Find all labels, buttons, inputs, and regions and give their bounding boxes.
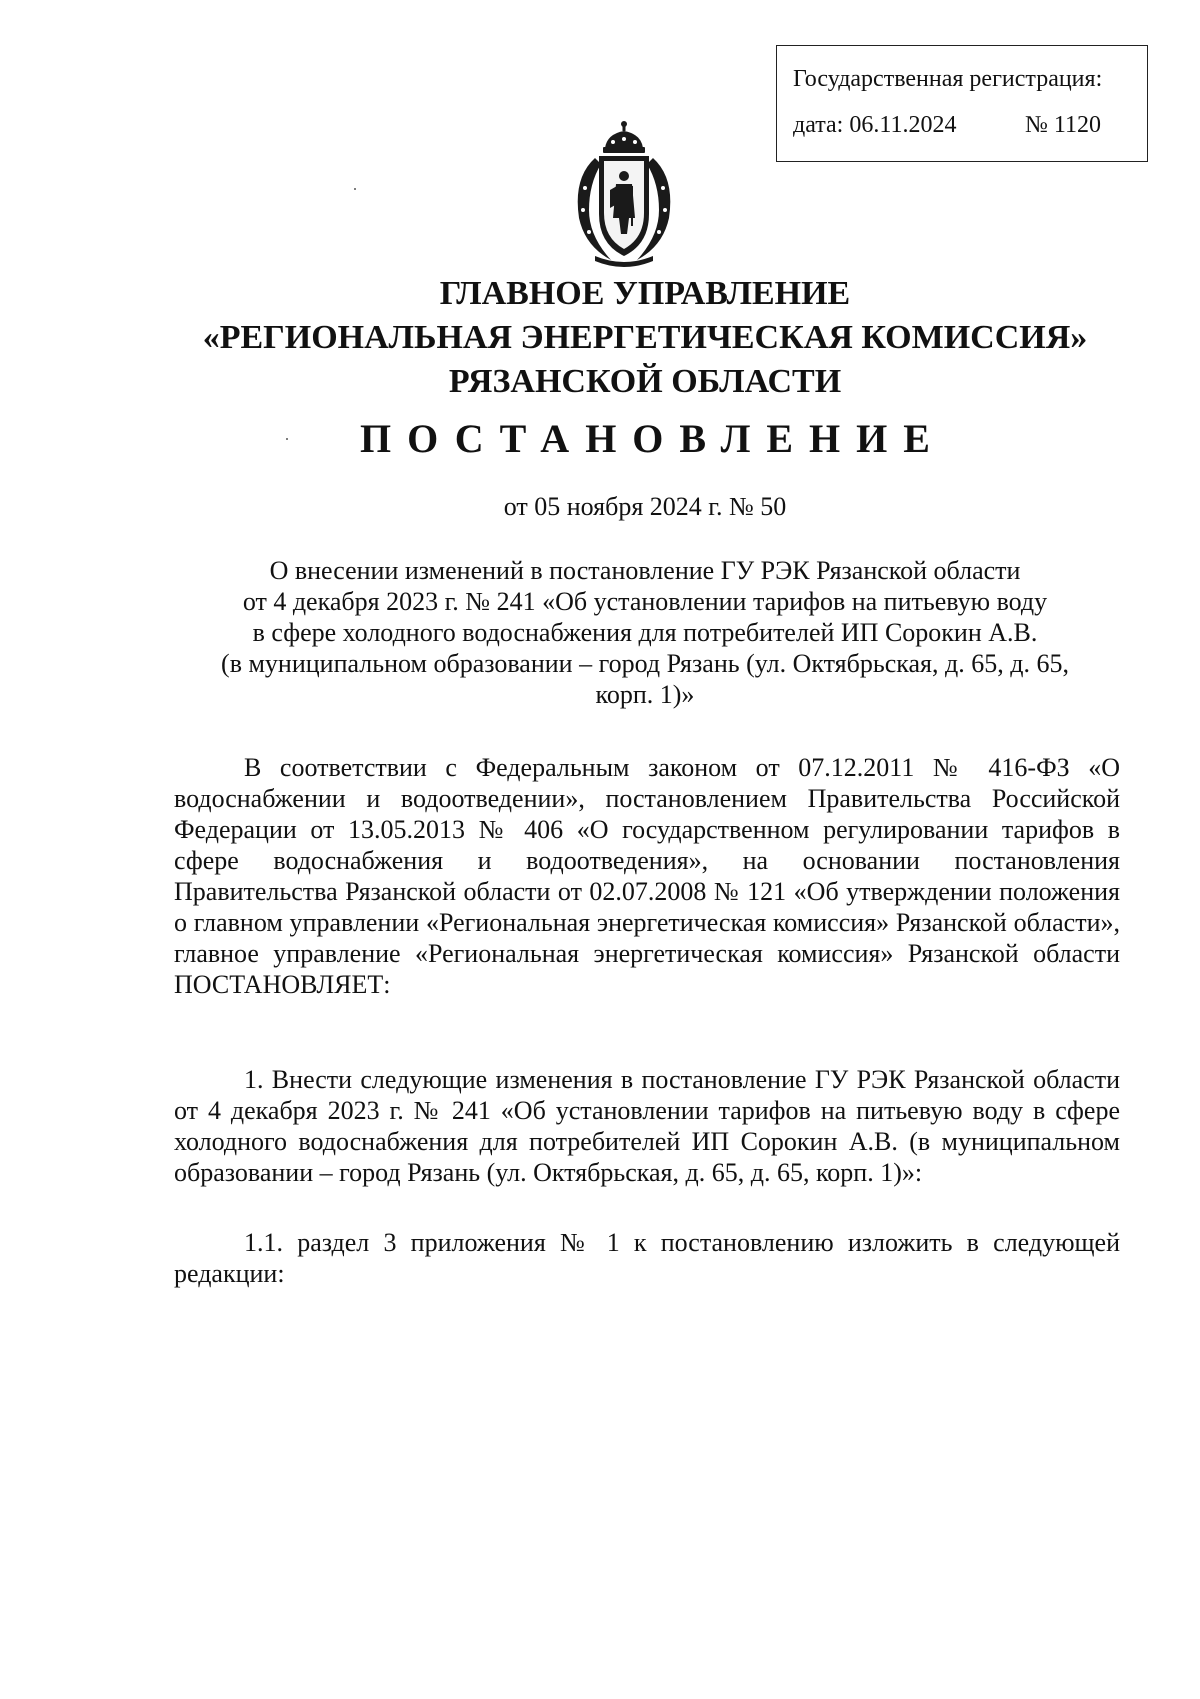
- item-1-1-block: [174, 1227, 1120, 1289]
- subject-line: корп. 1)»: [595, 680, 695, 709]
- subject-line: О внесении изменений в постановление ГУ РЭК Рязанской области: [269, 556, 1021, 585]
- scan-speck: [354, 188, 356, 190]
- registration-date: дата: 06.11.2024: [793, 112, 957, 138]
- document-type-heading: ПОСТАНОВЛЕНИЕ: [360, 416, 946, 461]
- subject-line: от 4 декабря 2023 г. № 241 «Об установлении тарифов на питьевую воду: [242, 587, 1048, 616]
- organization-name-line: ГЛАВНОЕ УПРАВЛЕНИЕ: [439, 275, 851, 312]
- preamble-paragraph: В соответствии с Федеральным законом от 07.12.2011 № 416-ФЗ «О водоснабжении и водоотведении», постановлением Правительства Российской Федерации от 13.05.2013 № 406 «О государственном регулировании тарифов в сфере водоснабжения и водоотведения», на основании постановления Правительства Рязанской области от 02.07.2008 № 121 «Об утверждении положения о главном управлении «Региональная энергетическая комиссия» Рязанской области», главное управление «Региональная энергетическая комиссия» Рязанской области ПОСТАНОВЛЯЕТ:: [174, 753, 1120, 999]
- document-date-number: от 05 ноября 2024 г. № 50: [503, 492, 787, 521]
- registration-title: Государственная регистрация:: [793, 66, 1103, 92]
- preamble-block: [174, 752, 1120, 1000]
- organization-name-line: РЯЗАНСКОЙ ОБЛАСТИ: [448, 363, 842, 400]
- registration-number: № 1120: [1025, 112, 1102, 138]
- scan-speck: [286, 438, 288, 440]
- registration-stamp-box: [776, 45, 1148, 162]
- item-1-1-paragraph: 1.1. раздел 3 приложения № 1 к постановлению изложить в следующей редакции:: [174, 1228, 1120, 1288]
- coat-of-arms-icon: [565, 118, 683, 268]
- subject-line: (в муниципальном образовании – город Рязань (ул. Октябрьская, д. 65, д. 65,: [221, 649, 1069, 678]
- item-1-paragraph: 1. Внести следующие изменения в постановление ГУ РЭК Рязанской области от 4 декабря 2023 г. № 241 «Об установлении тарифов на питьевую воду в сфере холодного водоснабжения для потребителей ИП Сорокин А.В. (в муниципальном образовании – город Рязань (ул. Октябрьская, д. 65, д. 65, корп. 1)»:: [174, 1065, 1120, 1187]
- subject-line: в сфере холодного водоснабжения для потребителей ИП Сорокин А.В.: [252, 618, 1038, 647]
- document-subject: [160, 555, 1130, 710]
- item-1-block: [174, 1064, 1120, 1188]
- organization-name: [0, 272, 1200, 404]
- organization-name-line: «РЕГИОНАЛЬНАЯ ЭНЕРГЕТИЧЕСКАЯ КОМИССИЯ»: [202, 319, 1088, 356]
